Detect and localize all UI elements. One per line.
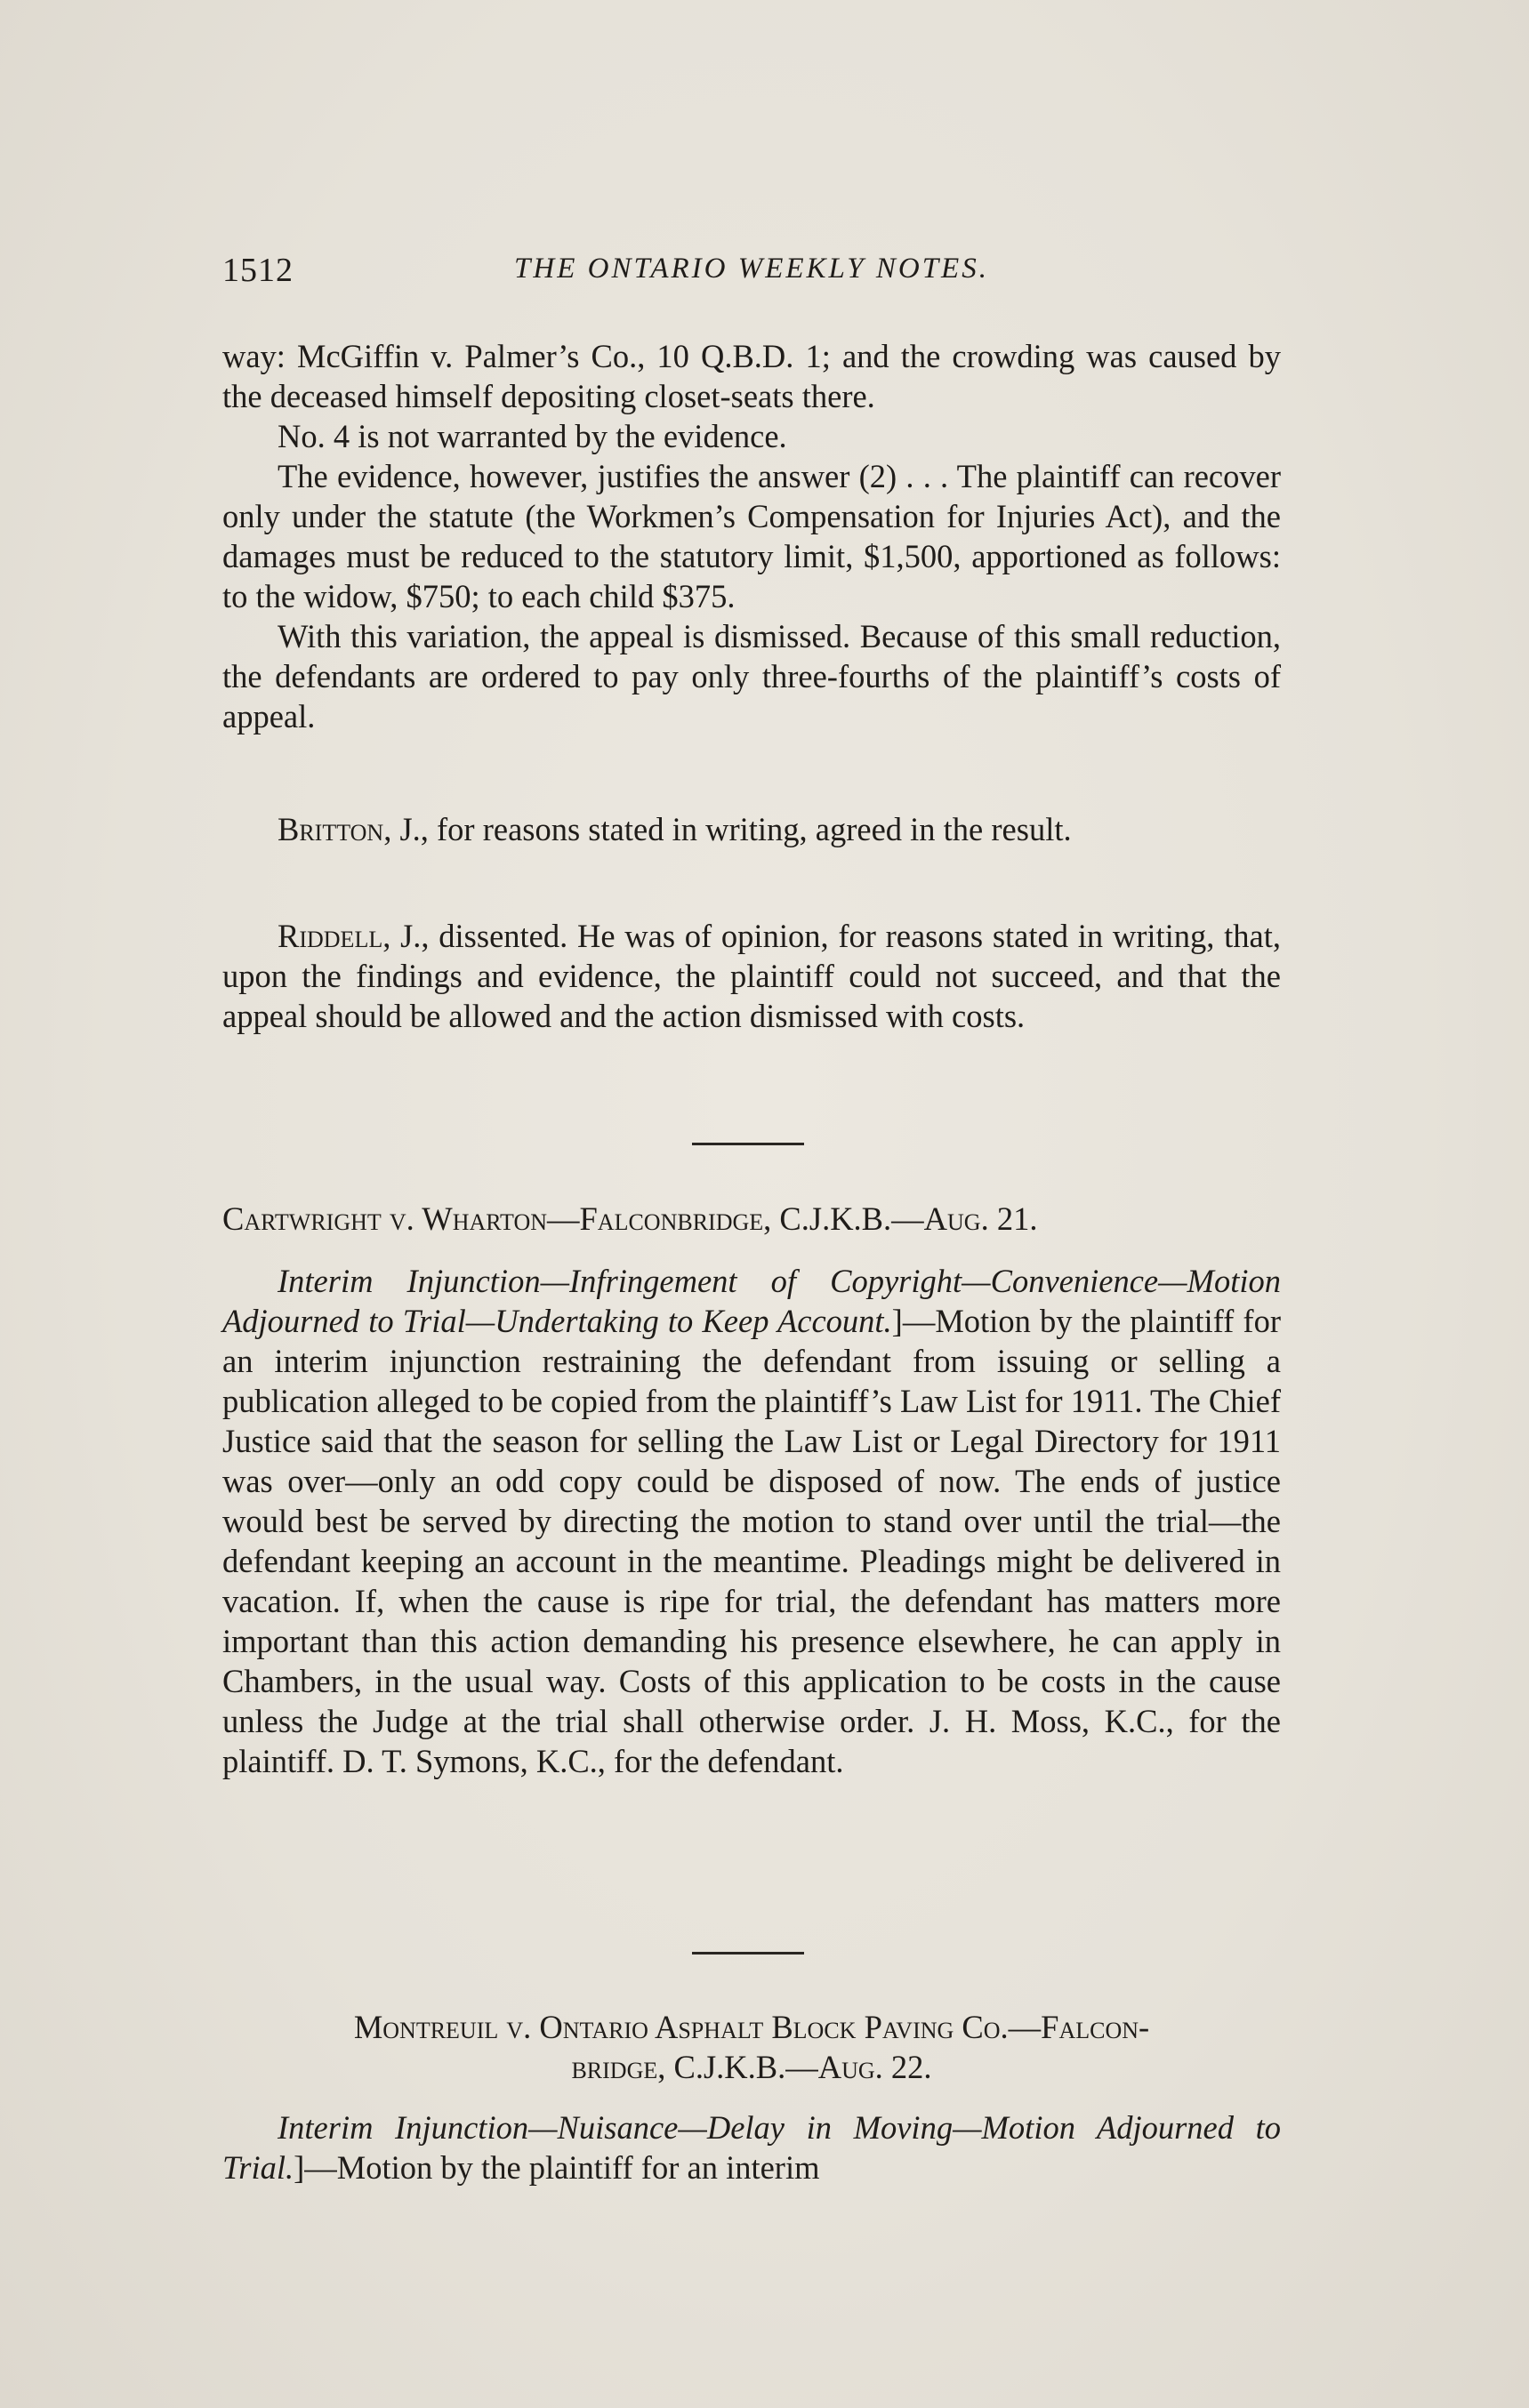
judge-name: Riddell <box>278 918 383 954</box>
running-title: THE ONTARIO WEEKLY NOTES. <box>514 253 989 285</box>
case-cartwright <box>222 1199 1281 1239</box>
page-number: 1512 <box>222 252 294 289</box>
paragraph: With this variation, the appeal is dismissed. Because of this small reduction, the defendants are ordered to pay only three-fourths of the plaintiff’s costs of appeal. <box>222 618 1281 734</box>
paragraph-text: , J., dissented. He was of opinion, for reasons stated in writing, that, upon the findings and evidence, the plaintiff could not succeed, and that the appeal should be allowed and the action dismissed with costs. <box>222 918 1281 1034</box>
section-divider <box>692 1143 804 1145</box>
paragraph <box>222 1261 1281 1781</box>
catchwords: Interim Injunction—Nuisance—Delay in Moving—Motion Adjourned to Trial. <box>222 2109 1281 2186</box>
case-heading: Cartwright v. Wharton—Falconbridge, C.J.K.B.—Aug. 21. <box>222 1200 1038 1237</box>
page-header <box>222 251 1281 295</box>
paragraph-text: , J., for reasons stated in writing, agreed in the result. <box>383 811 1072 847</box>
paragraph: way: McGiffin v. Palmer’s Co., 10 Q.B.D. 1; and the crowding was caused by the deceased himself depositing closet-seats there. <box>222 338 1281 414</box>
catchwords: Interim Injunction—Infringement of Copyright—Convenience—Motion Adjourned to Trial—Undertaking to Keep Account. <box>222 1263 1281 1339</box>
opinion-continuation <box>222 336 1281 736</box>
case-cartwright-body <box>222 1261 1281 1781</box>
case-montreuil <box>222 2007 1281 2087</box>
paragraph: The evidence, however, justifies the answer (2) . . . The plaintiff can recover only under the statute (the Workmen’s Compensation for Injuries Act), and the damages must be reduced to the statutory limit, $1,500, apportioned as follows: to the widow, $750; to each child $375. <box>222 458 1281 614</box>
paragraph-text: ]—Motion by the plaintiff for an interim <box>294 2149 820 2186</box>
paragraph-text: ]—Motion by the plaintiff for an interim injunction restraining the defendant from issuing or selling a publication alleged to be copied from the plaintiff’s Law List for 1911. The Chief Justice said that the season for selling the Law List or Legal Directory for 1911 was over—only an odd copy could be disposed of now. The ends of justice would best be served by directing the motion to stand over until the trial—the defendant keeping an account in the meantime. Pleadings might be delivered in vacation. If, when the cause is ripe for trial, the defendant has matters more important than this action demanding his presence elsewhere, he can apply in Chambers, in the usual way. Costs of this application to be costs in the cause unless the Judge at the trial shall otherwise order. J. H. Moss, K.C., for the plaintiff. D. T. Symons, K.C., for the defendant. <box>222 1303 1281 1779</box>
paragraph <box>222 2107 1281 2187</box>
riddell-paragraph <box>222 916 1281 1036</box>
britton-paragraph <box>222 809 1281 849</box>
paragraph: No. 4 is not warranted by the evidence. <box>278 418 787 454</box>
section-divider <box>692 1952 804 1954</box>
judge-name: Britton <box>278 811 384 847</box>
case-heading: Montreuil v. Ontario Asphalt Block Paving Co.—Falcon- bridge, C.J.K.B.—Aug. 22. <box>353 2009 1150 2085</box>
case-montreuil-body <box>222 2107 1281 2187</box>
